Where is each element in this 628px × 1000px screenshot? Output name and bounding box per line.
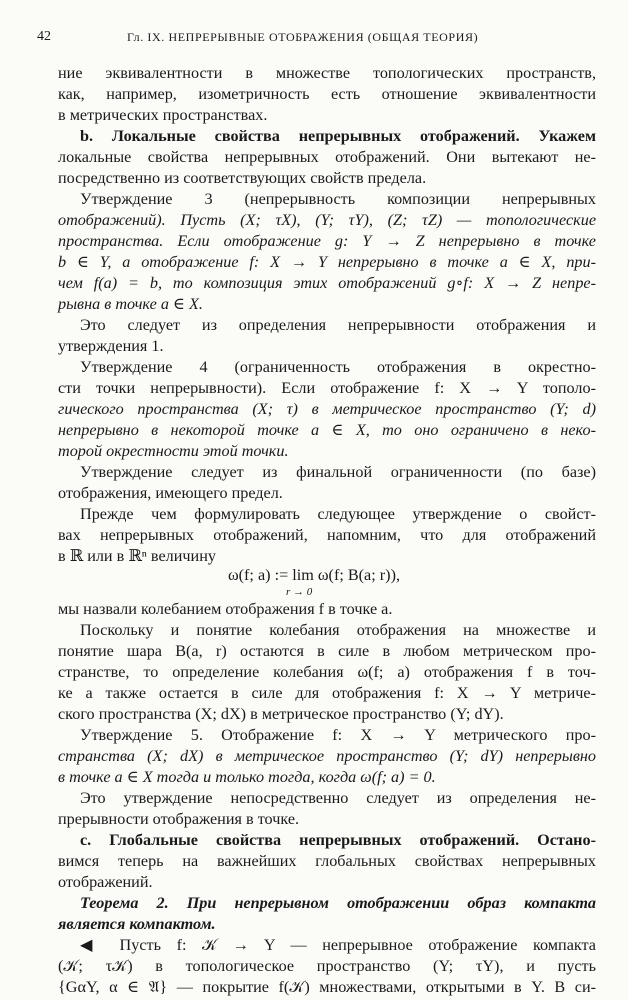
statement-3-heading: Утверждение 3 (непрерывность композиции непрерывных (80, 189, 596, 208)
text-line: торой окрестности этой точки. (58, 441, 289, 460)
text-line: (𝒦; τ𝒦) в топологическое пространство (Y; τY), и пусть (58, 957, 596, 975)
text-line: {GαY, α ∈ 𝔄} — покрытие f(𝒦) множествами, открытыми в Y. В си- (58, 978, 596, 996)
text-line: ние эквивалентности в множестве топологических пространств, (58, 64, 596, 82)
text-line: вах непрерывных отображений, напомним, что для отображений (58, 525, 596, 544)
text-line: Это утверждение непосредственно следует из определения не- (80, 789, 596, 808)
oscillation-formula: ω(f; a) := lim ω(f; B(a; r)), (227, 565, 401, 584)
text-line: в точке a ∈ X тогда и только тогда, когда ω(f; a) = 0. (58, 768, 436, 787)
statement-5-heading: Утверждение 5. Отображение f: X → Y метрического про- (80, 726, 596, 745)
text-line: прерывности отображения в точке. (58, 810, 300, 829)
text-line: странстве, то определение колебания ω(f; a) отображения f в точ- (58, 663, 596, 682)
text-line: гического пространства (X; τ) в метрическое пространство (Y; d) (58, 399, 596, 418)
text-line: отображений). Пусть (X; τX), (Y; τY), (Z; τZ) — топологические (58, 210, 596, 229)
text-line: Поскольку и понятие колебания отображения на множестве и (80, 621, 596, 640)
text-line: мы назвали колебанием отображения f в точке a. (58, 600, 393, 619)
text-line: ◀ Пусть f: 𝒦 → Y — непрерывное отображение компакта (80, 936, 596, 955)
text-line: чем f(a) = b, то композиция этих отображений g∘f: X → Z непре- (58, 273, 596, 292)
text-line: пространства. Если отображение g: Y → Z непрерывно в точке (58, 231, 596, 250)
text-line: ского пространства (X; dX) в метрическое пространство (Y; dY). (58, 705, 504, 724)
text-line: Это следует из определения непрерывности отображения и (80, 315, 596, 334)
text-line: в метрических пространствах. (58, 105, 268, 124)
page-header (37, 29, 597, 49)
theorem-2-heading: Теорема 2. При непрерывном отображении образ компакта (80, 894, 596, 913)
statement-4-heading: Утверждение 4 (ограниченность отображения в окрестно- (80, 357, 596, 376)
section-heading-c: c. Глобальные свойства непрерывных отображений. Остано- (80, 831, 596, 850)
text-line: отображений. (58, 873, 153, 892)
page-number: 42 (37, 29, 51, 44)
text-line: рывна в точке a ∈ X. (58, 294, 203, 313)
text-line: b ∈ Y, а отображение f: X → Y непрерывно в точке a ∈ X, при- (58, 252, 596, 271)
text-line: вимся теперь на важнейших глобальных свойствах непрерывных (58, 852, 596, 871)
text-line: как, например, изометричность есть отношение эквивалентности (58, 84, 596, 103)
text-line: ке a также остается в силе для отображения f: X → Y метриче- (58, 684, 596, 703)
text-line: понятие шара B(a, r) остаются в силе в любом метрическом про- (58, 642, 596, 661)
text-line: утверждения 1. (58, 336, 164, 355)
text-line: странства (X; dX) в метрическое пространство (Y; dY) непрерывно (58, 747, 596, 766)
text-line: сти точки непрерывности). Если отображение f: X → Y тополо- (58, 378, 596, 397)
text-line: отображения, имеющего предел. (58, 483, 283, 502)
text-line: в ℝ или в ℝⁿ величину (58, 546, 216, 565)
text-line: Утверждение следует из финальной ограниченности (по базе) (80, 462, 596, 481)
text-line: Прежде чем формулировать следующее утверждение о свойст- (80, 504, 596, 523)
text-line: непрерывно в некоторой точке a ∈ X, то оно ограничено в неко- (58, 420, 596, 439)
running-title: Гл. IX. НЕПРЕРЫВНЫЕ ОТОБРАЖЕНИЯ (ОБЩАЯ ТЕОРИЯ) (127, 30, 479, 44)
section-heading-b: b. Локальные свойства непрерывных отображений. Укажем (80, 126, 596, 145)
formula-limit-subscript: r → 0 (286, 585, 313, 598)
text-line: локальные свойства непрерывных отображений. Они вытекают не- (58, 147, 596, 166)
text-line: посредственно из соответствующих свойств предела. (58, 168, 427, 187)
text-line: является компактом. (58, 915, 216, 934)
